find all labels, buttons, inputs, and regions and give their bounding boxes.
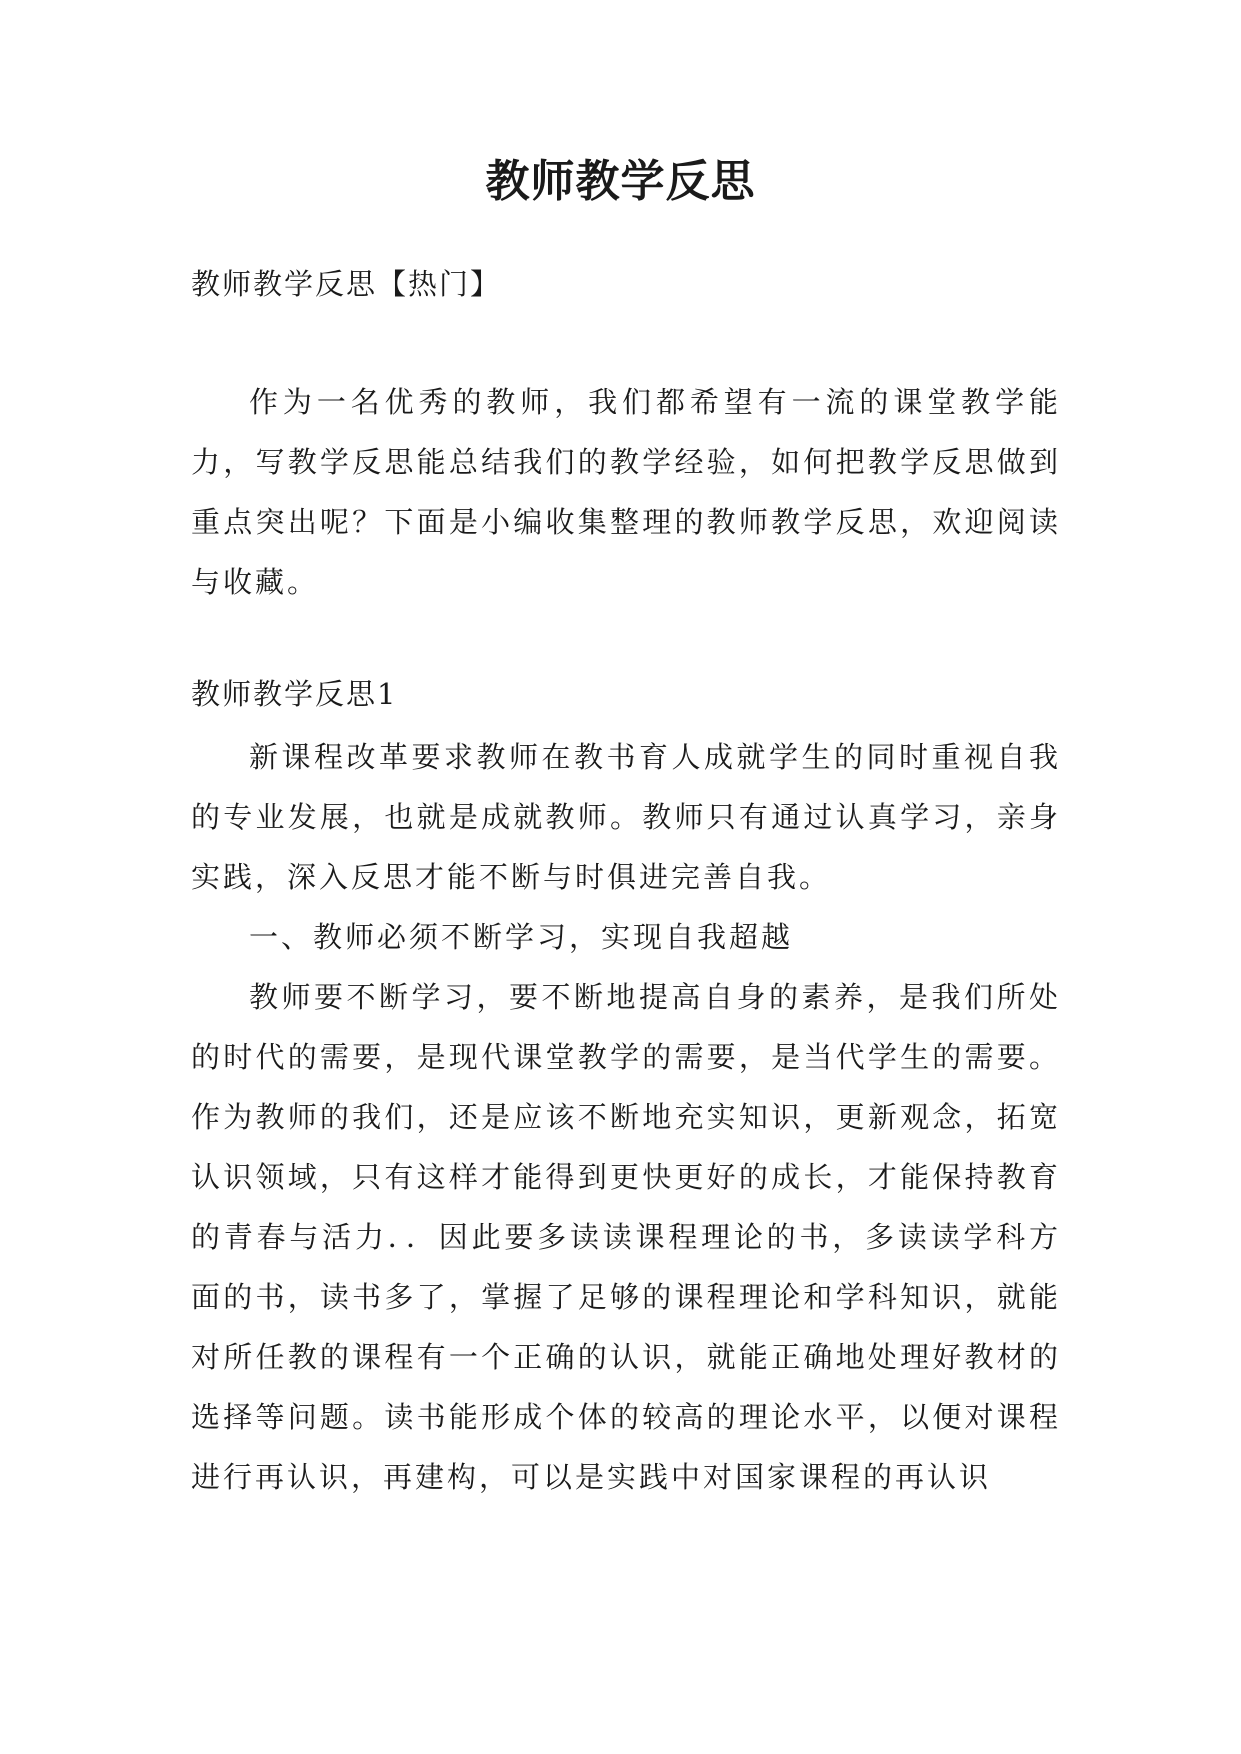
section-paragraph-2: 教师要不断学习，要不断地提高自身的素养，是我们所处的时代的需要，是现代课堂教学的需要，是当代学生的需要。作为教师的我们，还是应该不断地充实知识，更新观念，拓宽认识领域，只有这样才能得到更快更好的成长，才能保持教育的青春与活力．．因此要多读读课程理论的书，多读读学科方面的书，读书多了，掌握了足够的课程理论和学科知识，就能对所任教的课程有一个正确的认识，就能正确地处理好教材的选择等问题。读书能形成个体的较高的理论水平，以便对课程进行再认识，再建构，可以是实践中对国家课程的再认识 (191, 980, 1061, 1494)
page-title: 教师教学反思 (485, 156, 756, 207)
document-subtitle: 教师教学反思【热门】 (191, 267, 502, 301)
section-paragraph-1: 新课程改革要求教师在教书育人成就学生的同时重视自我的专业发展，也就是成就教师。教师只有通过认真学习，亲身实践，深入反思才能不断与时俱进完善自我。 (191, 740, 1061, 894)
intro-paragraph: 作为一名优秀的教师，我们都希望有一流的课堂教学能力，写教学反思能总结我们的教学经验，如何把教学反思做到重点突出呢？下面是小编收集整理的教师教学反思，欢迎阅读与收藏。 (191, 385, 1061, 599)
document-body (191, 262, 1061, 1507)
section-subheading: 一、教师必须不断学习，实现自我超越 (249, 920, 794, 954)
section-heading: 教师教学反思1 (191, 677, 398, 711)
